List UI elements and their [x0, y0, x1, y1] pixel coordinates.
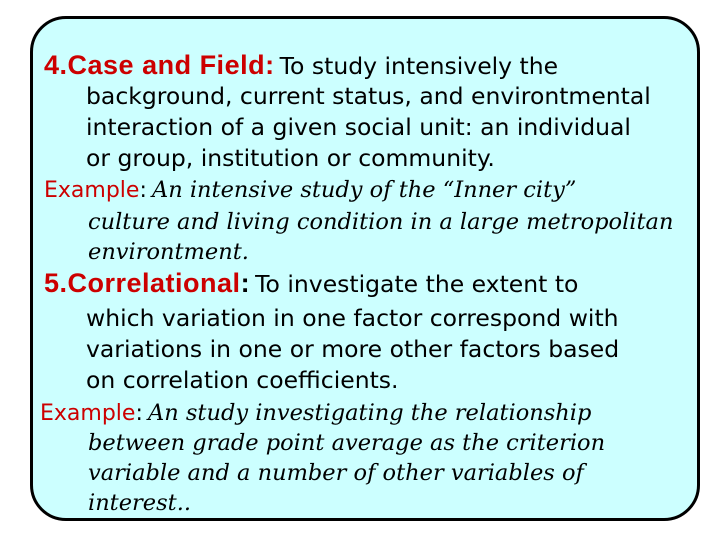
- correlational-line-1: which variation in one factor correspond with: [86, 304, 619, 332]
- correlational-lead: To investigate the extent to: [255, 270, 579, 298]
- correlational-example-line-1: between grade point average as the criterion: [88, 430, 606, 456]
- case-field-line-3: or group, institution or community.: [86, 144, 495, 172]
- case-field-line-1: background, current status, and environtmental: [86, 82, 651, 110]
- case-field-lead: To study intensively the: [279, 52, 559, 80]
- correlational-heading-line: [44, 268, 578, 299]
- correlational-example-lead: An study investigating the relationship: [147, 400, 592, 426]
- correlational-example-colon: :: [135, 401, 143, 426]
- case-field-line-2: interaction of a given social unit: an individual: [86, 113, 631, 141]
- case-field-example-line: [44, 177, 576, 203]
- case-field-example-label: Example: [44, 178, 140, 203]
- case-field-example-colon: :: [139, 178, 147, 203]
- case-field-heading: 4.Case and Field:: [44, 50, 275, 80]
- correlational-example-line-2: variable and a number of other variables of: [88, 460, 584, 486]
- case-field-example-lead: An intensive study of the “Inner city”: [151, 177, 577, 203]
- correlational-heading: 5.Correlational: [44, 268, 241, 298]
- correlational-example-line: [40, 400, 591, 426]
- correlational-line-2: variations in one or more other factors based: [86, 335, 620, 363]
- correlational-example-label: Example: [40, 401, 136, 426]
- case-field-example-line-1: culture and living condition in a large metropolitan: [88, 209, 674, 235]
- case-field-heading-line: [44, 50, 558, 81]
- correlational-line-3: on correlation coefficients.: [86, 366, 399, 394]
- case-field-example-line-2: environtment.: [88, 239, 249, 265]
- correlational-example-line-3: interest..: [88, 490, 192, 516]
- correlational-heading-colon: :: [240, 268, 251, 298]
